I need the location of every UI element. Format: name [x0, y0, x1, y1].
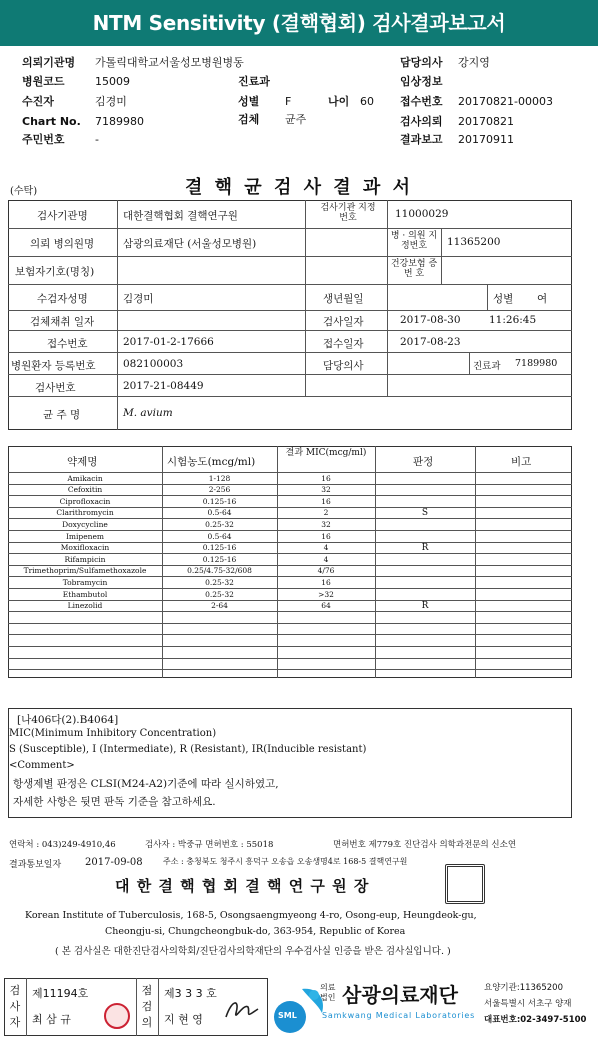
- testtime-value: 11:26:45: [489, 314, 537, 326]
- request-value: 20170821: [458, 115, 514, 128]
- official-seal: [445, 864, 485, 904]
- doctor-label: 담당의사: [400, 56, 443, 69]
- lab-code-value: 11000029: [395, 208, 449, 220]
- mic-value: 16: [321, 577, 331, 587]
- patient-value: 김경미: [123, 293, 154, 305]
- test-range: 0.125-16: [202, 543, 237, 553]
- lab-value: 대한결핵협회 결핵연구원: [123, 210, 238, 222]
- test-range: 2-64: [211, 601, 228, 611]
- age-value: 60: [360, 95, 374, 108]
- mic-value: 32: [321, 519, 331, 529]
- drug-name: Doxycycline: [62, 519, 108, 529]
- scan-title: 결 핵 균 검 사 결 과 서: [185, 177, 413, 198]
- brand-name: 삼광의료재단: [342, 983, 458, 1007]
- tester-info: 검사자 : 박중규 면허번호 : 55018: [145, 840, 274, 850]
- license-info: 면허번호 제779호 진단검사 의학과전문의 신소연: [333, 840, 517, 850]
- drug-name: Amikacin: [67, 473, 103, 483]
- testdate-label: 검사일자: [323, 316, 364, 328]
- rrn-label: 주민번호: [22, 133, 65, 146]
- test-range: 0.25-32: [205, 589, 234, 599]
- report-title: NTM Sensitivity (결핵협회) 검사결과보고서: [0, 0, 598, 46]
- test-range: 0.25-32: [205, 577, 234, 587]
- report-date-label: 결과통보일자: [9, 860, 62, 870]
- tester-label: 검사자: [9, 984, 21, 1029]
- org-address-en-2: Cheongju-si, Chungcheongbuk-do, 363-954, Republic of Korea: [105, 926, 406, 937]
- sex-value: F: [285, 95, 292, 108]
- hospital-code-label: 병원코드: [22, 75, 65, 88]
- insured-label: 건강보험 증 번 호: [390, 259, 438, 279]
- receipt-value: 20170821-00003: [458, 95, 553, 108]
- test-range: 0.5-64: [207, 531, 232, 541]
- mic-value: 16: [321, 531, 331, 541]
- institution-code: 요양기관:11365200: [484, 983, 563, 993]
- drug-name: Ethambutol: [62, 589, 108, 599]
- comment-mic: MIC(Minimum Inhibitory Concentration): [9, 728, 217, 739]
- consignment-note: (수탁): [10, 186, 38, 197]
- dept-label: 진료과: [473, 361, 501, 372]
- mic-value: >32: [318, 589, 334, 599]
- test-range: 2-256: [208, 485, 231, 495]
- species-label: 균 주 명: [43, 409, 81, 421]
- footer: [0, 975, 598, 1042]
- collector-value: 김경미: [95, 95, 127, 108]
- report-date-label: 결과보고: [400, 133, 443, 146]
- mic-value: 2: [323, 508, 329, 518]
- comment-code: [나406다(2).B4064]: [17, 714, 119, 726]
- institution-value: 가톨릭대학교서울성모병원병동: [95, 56, 244, 69]
- brand-name-en: Samkwang Medical Laboratories: [322, 1011, 476, 1020]
- tester-seal: [104, 1003, 130, 1029]
- drug-name: Linezolid: [67, 601, 103, 611]
- accdate-label: 접수일자: [323, 338, 364, 350]
- tester-license: 제11194호: [32, 987, 89, 1000]
- interpretation: S: [421, 508, 429, 519]
- patient-label: 수검자성명: [37, 293, 88, 305]
- mic-value: 4/76: [317, 566, 335, 576]
- org-name: 대 한 결 핵 협 회 결 핵 연 구 원 장: [115, 877, 370, 895]
- test-range: 0.25-32: [205, 519, 234, 529]
- mic-value: 16: [321, 473, 331, 483]
- collect-label: 검체채취 일자: [30, 316, 95, 328]
- receipt-label: 접수번호: [400, 95, 443, 108]
- interpretation: R: [421, 601, 429, 612]
- drug-header-note: 비고: [511, 456, 532, 468]
- tester-name: 최 삼 규: [32, 1013, 71, 1026]
- test-range: 0.125-16: [202, 554, 237, 564]
- org-address-en-1: Korean Institute of Tuberculosis, 168-5, Osongsaengmyeong 4-ro, Osong-eup, Heungdeok-gu,: [25, 910, 477, 921]
- drug-name: Tobramycin: [62, 577, 108, 587]
- species-value: M. avium: [123, 407, 173, 419]
- chart-value: 7189980: [95, 115, 144, 128]
- test-range: 0.25/4.75-32/608: [187, 566, 252, 576]
- institution-label: 의뢰기관명: [22, 56, 76, 69]
- collector-label: 수진자: [22, 95, 54, 108]
- specimen-label: 검체: [238, 113, 260, 126]
- checker-label: 점검의: [141, 984, 153, 1029]
- physician-label: 담당의사: [323, 360, 364, 372]
- drug-name: Trimethoprim/Sulfamethoxazole: [23, 566, 147, 576]
- sml-badge: SML: [278, 1011, 297, 1020]
- regno-label: 병원환자 등록번호: [11, 360, 96, 372]
- clinical-label: 임상정보: [400, 75, 443, 88]
- testdate-value: 2017-08-30: [400, 314, 461, 326]
- drug-name: Rifampicin: [64, 554, 106, 564]
- sex-label: 성별: [493, 293, 514, 305]
- mic-value: 64: [321, 601, 331, 611]
- contact: 연락처 : 043)249-4910,46: [9, 840, 116, 850]
- drug-header-interp: 판정: [413, 456, 434, 468]
- doctor-value: 강지영: [458, 56, 490, 69]
- accno-label: 접수번호: [47, 338, 88, 350]
- drug-name: Moxifloxacin: [60, 543, 110, 553]
- checker-license: 제3 3 3 호: [164, 987, 217, 1000]
- report-date-value: 20170911: [458, 133, 514, 146]
- insurer-label: 보험자기호(명칭): [15, 266, 95, 278]
- interpretation: R: [421, 543, 429, 554]
- testno-value: 2017-21-08449: [123, 380, 204, 392]
- rrn-value: -: [95, 133, 99, 146]
- test-range: 0.5-64: [207, 508, 232, 518]
- lab-code-label: 검사기관 지정번호: [320, 203, 376, 223]
- drug-header-name: 약제명: [67, 456, 98, 468]
- drug-name: Clarithromycin: [56, 508, 114, 518]
- scanned-report: [5, 170, 593, 970]
- dob-label: 생년월일: [323, 293, 364, 305]
- address: 주소 : 충청북도 청주시 흥덕구 오송읍 오송생명4로 168-5 결핵연구원: [163, 857, 408, 866]
- mic-value: 16: [321, 496, 331, 506]
- chart-label: Chart No.: [22, 115, 81, 128]
- mic-value: 4: [323, 554, 329, 564]
- dept-value: 7189980: [515, 358, 558, 369]
- drug-header-range: 시험농도(mcg/ml): [167, 456, 256, 468]
- test-range: 1-128: [208, 473, 231, 483]
- comment-line-2: 자세한 사항은 뒷면 판독 기준을 참고하세요.: [13, 796, 216, 808]
- accno-value: 2017-01-2-17666: [123, 336, 214, 348]
- sex-label: 성별: [238, 95, 260, 108]
- mic-value: 4: [323, 543, 329, 553]
- mic-value: 32: [321, 485, 331, 495]
- brand-phone: 대표번호:02-3497-5100: [484, 1015, 587, 1025]
- hosp-code-value: 11365200: [447, 236, 501, 248]
- comment-legend: S (Susceptible), I (Intermediate), R (Resistant), IR(Inducible resistant): [9, 744, 367, 755]
- dept-label: 진료과: [238, 75, 270, 88]
- brand-address: 서울특별시 서초구 양재: [484, 999, 572, 1009]
- hosp-code-label: 병 · 의원 지정번호: [390, 231, 438, 251]
- report-date-value: 2017-09-08: [85, 857, 143, 868]
- lab-label: 검사기관명: [37, 210, 88, 222]
- drug-name: Ciprofloxacin: [59, 496, 111, 506]
- brand-sub: 의료 법인: [320, 983, 336, 1002]
- accdate-value: 2017-08-23: [400, 336, 461, 348]
- certification-note: ( 본 검사실은 대한진단검사의학회/진단검사의학재단의 우수검사실 인증을 받은 검사실입니다. ): [55, 946, 451, 957]
- test-range: 0.125-16: [202, 496, 237, 506]
- hosp-label: 의뢰 병의원명: [30, 238, 95, 250]
- comment-heading: <Comment>: [9, 760, 75, 771]
- age-label: 나이: [328, 95, 350, 108]
- hosp-value: 삼광의료재단 (서울성모병원): [123, 238, 257, 250]
- regno-value: 082100003: [123, 358, 184, 370]
- drug-header-mic: 결과 MIC(mcg/ml): [285, 448, 367, 458]
- hospital-code-value: 15009: [95, 75, 130, 88]
- checker-name: 지 현 영: [164, 1013, 203, 1026]
- request-label: 검사의뢰: [400, 115, 443, 128]
- drug-name: Cefoxitin: [67, 485, 103, 495]
- checker-signature: [222, 995, 262, 1025]
- sex-value: 여: [537, 293, 548, 305]
- specimen-value: 균주: [285, 113, 307, 126]
- comment-line-1: 항생제별 판정은 CLSI(M24-A2)기준에 따라 실시하였고,: [13, 778, 279, 790]
- testno-label: 검사번호: [35, 382, 76, 394]
- drug-name: Imipenem: [65, 531, 105, 541]
